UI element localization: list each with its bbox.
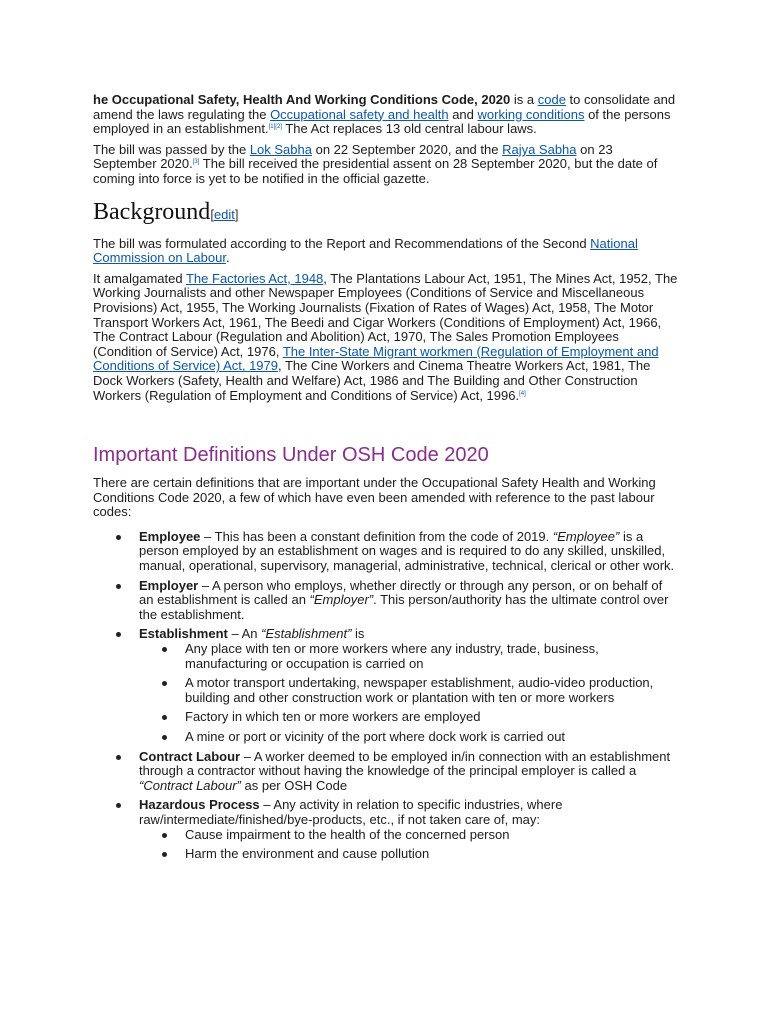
definition-text: . This person/authority has the ultimate control over the establishment. (139, 592, 669, 622)
link-occupational-safety[interactable]: Occupational safety and health (270, 106, 449, 122)
intro-text: to consolidate and amend the laws regulating the (93, 92, 676, 122)
establishment-sublist (139, 642, 678, 745)
citation-4[interactable]: [4] (519, 390, 526, 397)
list-item: Any place with ten or more workers where any industry, trade, business, manufacturing or occupation is carried on (185, 642, 678, 671)
definition-hazardous-process (139, 798, 678, 861)
quoted-term: “Employer” (309, 592, 374, 608)
citation-3[interactable]: [3] (192, 159, 200, 166)
list-item: Cause impairment to the health of the concerned person (185, 828, 678, 843)
intro-text: is a (510, 92, 538, 107)
link-inter-state-migrant-act[interactable]: The Inter-State Migrant workmen (Regulation of Employment and Conditions of Service) Act, 1979 (93, 343, 659, 374)
term: Employer (139, 577, 199, 593)
quoted-term: “Establishment” (261, 626, 352, 642)
passed-text: on 22 September 2020, and the (311, 141, 503, 157)
hazardous-sublist (139, 828, 678, 862)
passed-text: The bill received the presidential assent on 28 September 2020, but the date of coming into force is yet to be notified in the official gazette. (93, 156, 658, 186)
definition-establishment (139, 627, 678, 744)
intro-text: of the persons employed in an establishment. (93, 106, 671, 137)
definition-text: – A worker deemed to be employed in/in connection with an establishment through a contractor without having the knowledge of the principal employer is called a (139, 748, 671, 779)
definition-text: – A person who employs, whether directly or through any person, or on behalf of an establishment is called an (139, 577, 663, 608)
background-text: . (225, 250, 230, 266)
passed-paragraph (93, 143, 678, 187)
list-item: A mine or port or vicinity of the port where dock work is carried out (185, 730, 678, 745)
link-factories-act[interactable]: The Factories Act, 1948 (185, 270, 324, 286)
link-working-conditions[interactable]: working conditions (477, 106, 585, 122)
definition-text: – Any activity in relation to specific industries, where raw/intermediate/finished/bye-products, etc., if not taken care of, may: (139, 797, 563, 827)
link-rajya-sabha[interactable]: Rajya Sabha (502, 141, 577, 157)
definition-text: is (351, 626, 365, 642)
term: Contract Labour (139, 748, 241, 764)
background-heading (93, 199, 678, 228)
definition-text: as per OSH Code (240, 777, 348, 793)
term: Employee (139, 528, 201, 544)
passed-text: The bill was passed by the (93, 141, 250, 157)
link-lok-sabha[interactable]: Lok Sabha (249, 141, 312, 157)
link-national-commission[interactable]: National Commission on Labour (93, 235, 638, 266)
quoted-term: “Contract Labour” (139, 777, 241, 793)
edit-bracket-close: ] (234, 206, 239, 222)
intro-text: The Act replaces 13 old central labour laws. (281, 121, 537, 137)
document-page (93, 93, 678, 867)
edit-section (210, 207, 238, 222)
background-text: The bill was formulated according to the Report and Recommendations of the Second (93, 235, 591, 251)
definition-employer (139, 579, 678, 623)
definitions-list (93, 530, 678, 862)
citation-1-2[interactable]: [1][2] (268, 124, 282, 131)
term: Establishment (139, 626, 228, 642)
list-item: Harm the environment and cause pollution (185, 847, 678, 862)
definitions-intro: There are certain definitions that are important under the Occupational Safety Health and Working Conditions Code 2020, a few of which have even been amended with reference to the past labour codes: (93, 475, 656, 520)
intro-paragraph (93, 93, 678, 137)
background-title: Background (93, 198, 211, 225)
definition-text: is a person employed by an establishment on wages and is required to do any skilled, unskilled, manual, operational, supervisory, managerial, administrative, technical, clerical or other work. (139, 528, 675, 574)
definition-text: – This has been a constant definition from the code of 2019. (200, 528, 553, 544)
link-code[interactable]: code (537, 92, 566, 107)
list-item: Factory in which ten or more workers are employed (185, 710, 678, 725)
term: Hazardous Process (139, 797, 260, 813)
background-text: It amalgamated (93, 270, 186, 286)
background-text: , The Plantations Labour Act, 1951, The Mines Act, 1952, The Working Journalists and other Newspaper Employees (Conditions of Service and Miscellaneous Provisions) Act, 1955, The Working Journalists (Fixation of Rates of Wages) Act, 1958, The Motor Transport Workers Act, 1961, The Beedi and Cigar Workers (Conditions of Employment) Act, 1966, The Contract Labour (Regulation and Abolition) Act, 1970, The Sales Promotion Employees (Condition of Service) Act, 1976, (93, 270, 678, 359)
code-title: he Occupational Safety, Health And Working Conditions Code, 2020 (93, 92, 511, 107)
background-paragraph-1 (93, 237, 678, 266)
background-text: , The Cine Workers and Cinema Theatre Workers Act, 1981, The Dock Workers (Safety, Health and Welfare) Act, 1986 and The Building and Other Construction Workers (Regulation of Employment and Conditions of Service) Act, 1996. (93, 358, 651, 403)
passed-text: on 23 September 2020. (93, 141, 613, 172)
edit-link[interactable]: edit (213, 206, 235, 222)
background-paragraph-2 (93, 272, 678, 403)
definition-employee (139, 530, 678, 574)
edit-bracket-open: [ (210, 206, 214, 222)
list-item: A motor transport undertaking, newspaper establishment, audio-video production, building and other construction work or plantation with ten or more workers (185, 676, 678, 705)
intro-text: and (448, 106, 478, 122)
definitions-heading: Important Definitions Under OSH Code 2020 (93, 444, 489, 467)
quoted-term: “Employee” (552, 528, 620, 544)
definition-contract-labour (139, 750, 678, 794)
definition-text: – An (227, 626, 262, 642)
